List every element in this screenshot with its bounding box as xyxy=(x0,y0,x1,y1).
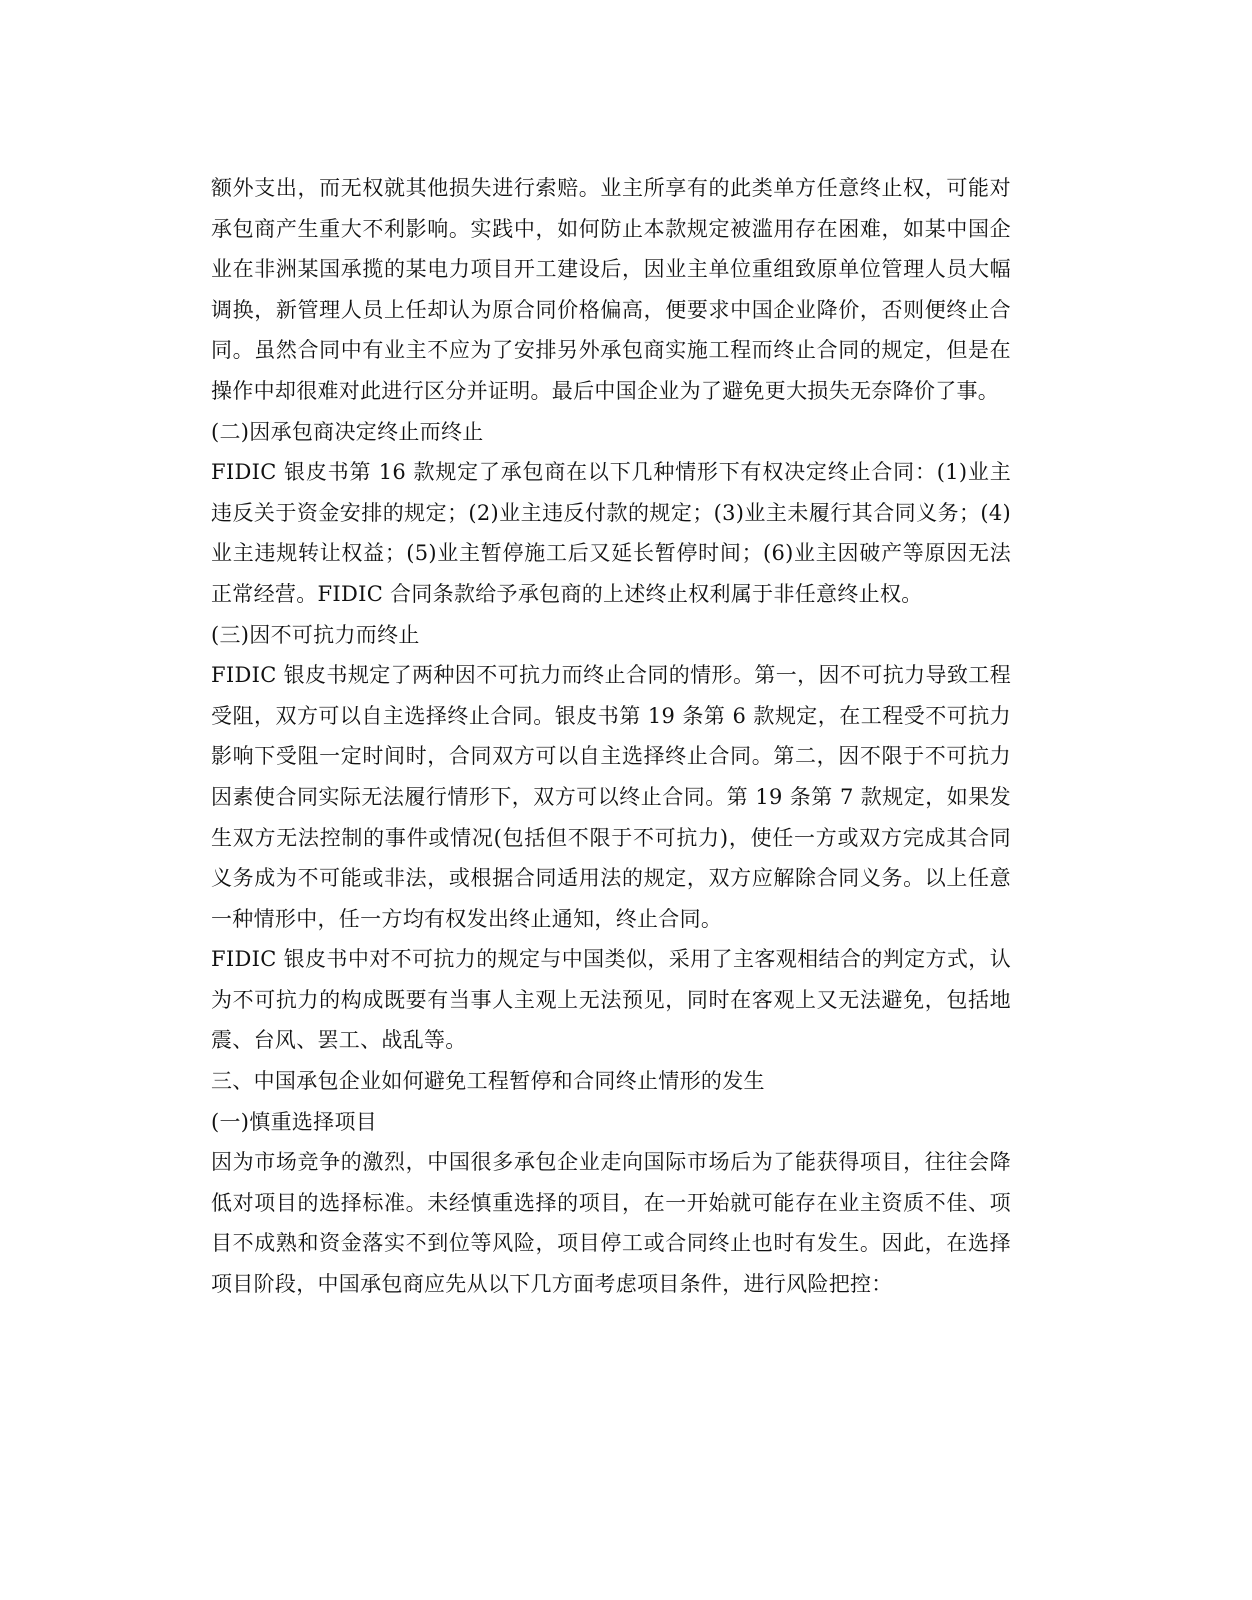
paragraph-contractor-termination-rights: FIDIC 银皮书第 16 款规定了承包商在以下几种情形下有权决定终止合同：(1)业主违反关于资金安排的规定；(2)业主违反付款的规定；(3)业主未履行其合同义务；(4)业主违规转让权益；(5)业主暂停施工后又延长暂停时间；(6)业主因破产等原因无法正常经营。FIDIC 合同条款给予承包商的上述终止权利属于非任意终止权。 xyxy=(211,460,1011,606)
paragraph-force-majeure-definition: FIDIC 银皮书中对不可抗力的规定与中国类似，采用了主客观相结合的判定方式，认为不可抗力的构成既要有当事人主观上无法预见，同时在客观上又无法避免，包括地震、台风、罢工、战乱等。 xyxy=(211,947,1011,1053)
section-heading-force-majeure-termination: (三)因不可抗力而终止 xyxy=(211,622,420,647)
paragraph-project-selection: 因为市场竞争的激烈，中国很多承包企业走向国际市场后为了能获得项目，往往会降低对项目的选择标准。未经慎重选择的项目，在一开始就可能存在业主资质不佳、项目不成熟和资金落实不到位等风险，项目停工或合同终止也时有发生。因此，在选择项目阶段，中国承包商应先从以下几方面考虑项目条件，进行风险把控： xyxy=(211,1150,1011,1297)
section-heading-select-projects: (一)慎重选择项目 xyxy=(211,1109,378,1134)
paragraph-force-majeure-cases: FIDIC 银皮书规定了两种因不可抗力而终止合同的情形。第一，因不可抗力导致工程受阻，双方可以自主选择终止合同。银皮书第 19 条第 6 款规定，在工程受不可抗力影响下受阻一定时间时，合同双方可以自主选择终止合同。第二，因不限于不可抗力因素使合同实际无法履行情形下，双方可以终止合同。第 19 条第 7 款规定，如果发生双方无法控制的事件或情况(包括但不限于不可抗力)，使任一方或双方完成其合同义务成为不可能或非法，或根据合同适用法的规定，双方应解除合同义务。以上任意一种情形中，任一方均有权发出终止通知，终止合同。 xyxy=(211,663,1011,931)
document-body xyxy=(211,168,1011,1305)
chapter-heading-avoid-suspension: 三、中国承包企业如何避免工程暂停和合同终止情形的发生 xyxy=(211,1069,765,1094)
section-heading-contractor-termination: (二)因承包商决定终止而终止 xyxy=(211,419,484,444)
paragraph-owner-termination-risk: 额外支出，而无权就其他损失进行索赔。业主所享有的此类单方任意终止权，可能对承包商产生重大不利影响。实践中，如何防止本款规定被滥用存在困难，如某中国企业在非洲某国承揽的某电力项目开工建设后，因业主单位重组致原单位管理人员大幅调换，新管理人员上任却认为原合同价格偏高，便要求中国企业降价，否则便终止合同。虽然合同中有业主不应为了安排另外承包商实施工程而终止合同的规定，但是在操作中却很难对此进行区分并证明。最后中国企业为了避免更大损失无奈降价了事。 xyxy=(211,176,1011,403)
